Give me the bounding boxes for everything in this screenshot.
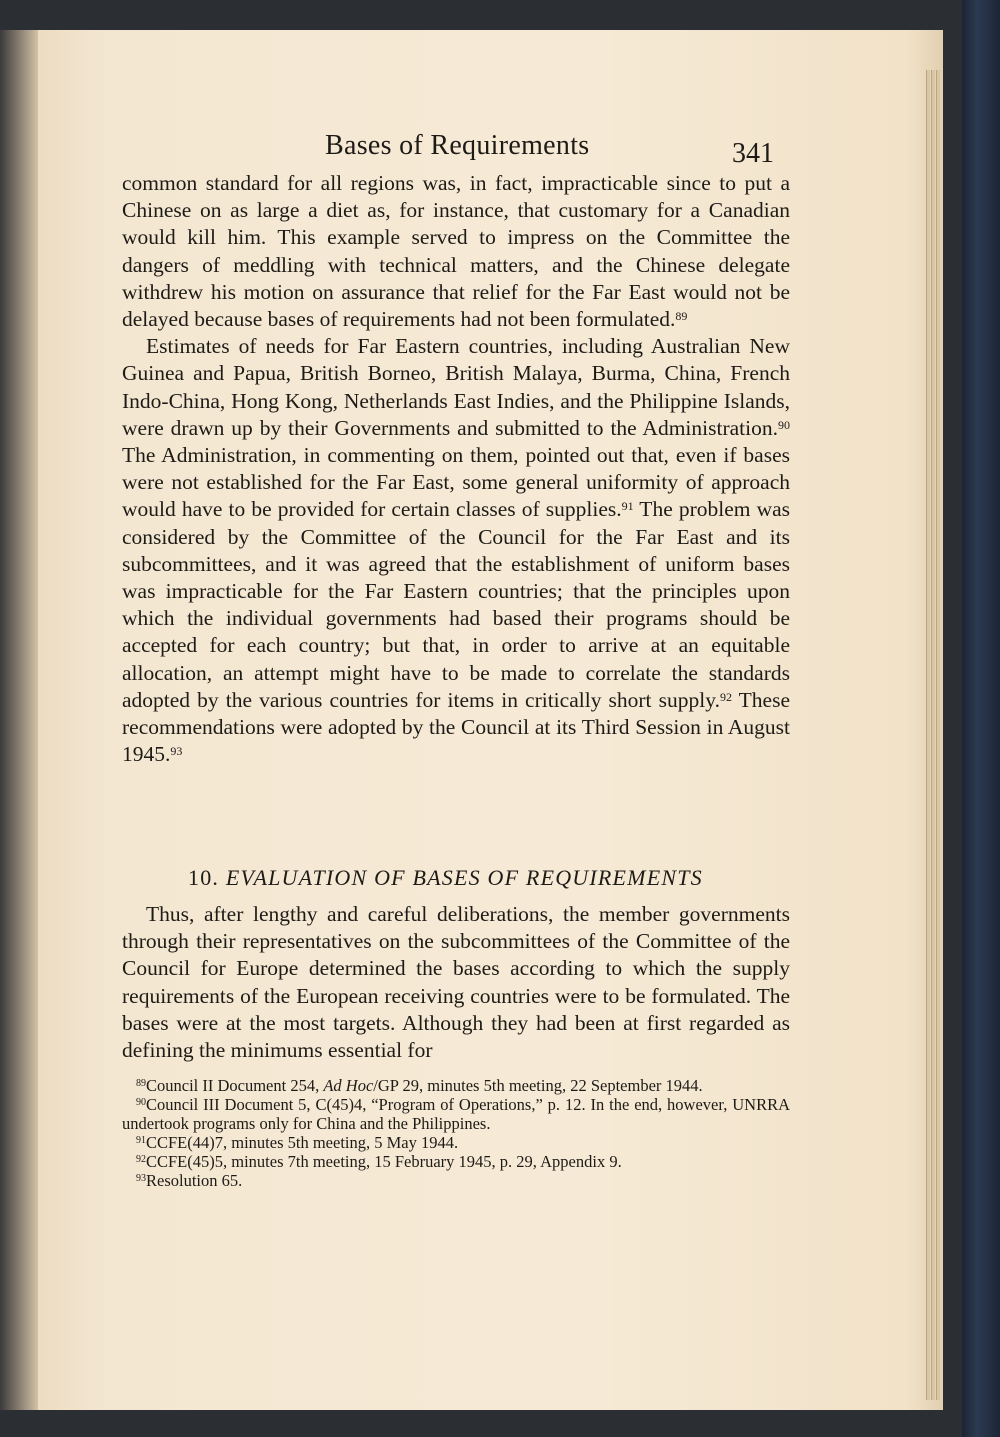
footnote: [122, 1076, 790, 1095]
paragraph: [122, 170, 790, 333]
footnote: [122, 1095, 790, 1133]
section-title: EVALUATION OF BASES OF REQUIREMENTS: [225, 865, 703, 890]
page-stack-edge: [931, 70, 935, 1400]
footnote-ref: 89: [675, 309, 688, 324]
footnote-text: Resolution 65.: [146, 1171, 243, 1190]
paragraph: [122, 333, 790, 768]
section-heading: [188, 865, 703, 891]
body-text: [122, 170, 790, 768]
footnote-text: Council II Document 254,: [146, 1076, 324, 1095]
paragraph-text: Estimates of needs for Far Eastern countries, including Australian New Guinea and Papua, British Borneo, British Malaya, Burma, China, French Indo-China, Hong Kong, Netherlands East Indies, and the Philippine Islands, were drawn up by their Governments and submitted to the Administration.: [122, 334, 790, 440]
footnote-text: Council III Document 5, C(45)4, “Program of Operations,” p. 12. In the end, however, UNRRA undertook programs only for China and the Philippines.: [122, 1095, 790, 1133]
footnote-ref: 93: [170, 744, 183, 759]
footnote: [122, 1171, 790, 1190]
running-head: Bases of Requirements: [325, 130, 590, 161]
footnote-number: 91: [136, 1135, 146, 1146]
book-cover-edge: [962, 0, 1000, 1437]
footnote: [122, 1133, 790, 1152]
paragraph-text: common standard for all regions was, in fact, impracticable since to put a Chinese on as large a diet as, for instance, that customary for a Canadian would kill him. This example served to impress on the Committee the dangers of meddling with technical matters, and the Chinese delegate withdrew his motion on assurance that relief for the Far East would not be delayed because bases of requirements had not been formulated.: [122, 171, 790, 332]
left-page-edge: [0, 30, 40, 1410]
footnote: [122, 1152, 790, 1171]
footnote-text: CCFE(45)5, minutes 7th meeting, 15 February 1945, p. 29, Appendix 9.: [146, 1152, 622, 1171]
footnote-number: 93: [136, 1173, 146, 1184]
footnote-number: 92: [136, 1154, 146, 1165]
footnote-ref: 91: [621, 499, 634, 514]
page-stack-edge: [936, 70, 940, 1400]
footnote-text: /GP 29, minutes 5th meeting, 22 September 1944.: [373, 1076, 703, 1095]
paragraph: Thus, after lengthy and careful deliberations, the member governments through their representatives on the subcommittees of the Committee of the Council for Europe determined the bases according to which the supply requirements of the European receiving countries were to be formulated. The bases were at the most targets. Although they had been at first regarded as defining the minimums essential for: [122, 902, 790, 1063]
footnote-number: 90: [136, 1097, 146, 1108]
footnotes: [122, 1076, 790, 1190]
paragraph-text: The Administration, in commenting on them, pointed out that, even if bases were not established for the Far East, some general uniformity of approach would have to be provided for certain classes of supplies.: [122, 443, 790, 522]
page-stack-edge: [926, 70, 930, 1400]
footnote-ref: 92: [719, 689, 732, 704]
footnote-text: CCFE(44)7, minutes 5th meeting, 5 May 1944.: [146, 1133, 459, 1152]
page-number: 341: [732, 138, 774, 169]
section-number: 10.: [188, 865, 220, 890]
footnote-italic: Ad Hoc: [323, 1076, 374, 1095]
section-body: [122, 901, 790, 1064]
footnote-ref: 90: [778, 417, 790, 432]
paragraph-text: The problem was considered by the Committee of the Council for the Far East and its subcommittees, and it was agreed that the establishment of uniform bases was impracticable for the Far Eastern countries; that the principles upon which the individual governments had based their programs should be accepted for each country; but that, in order to arrive at an equitable allocation, an attempt might have to be made to correlate the standards adopted by the various countries for items in critically short supply.: [122, 497, 791, 712]
footnote-number: 89: [136, 1078, 146, 1089]
paragraph-text: These recommendations were adopted by the Council at its Third Session in August 1945.: [122, 687, 790, 767]
